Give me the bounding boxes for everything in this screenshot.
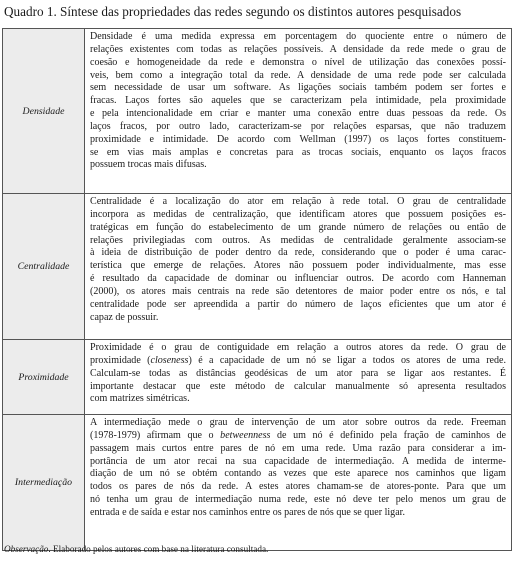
row-text-centralidade bbox=[85, 194, 512, 340]
text-line: (2000), os atores mais centrais na rede são detentores de maior poder entre os nós, e tal bbox=[90, 285, 506, 297]
table-note bbox=[4, 543, 268, 555]
text-line: se em vias mais amplas e concretas para as trocas sociais, enquanto os laços fracos bbox=[90, 146, 506, 158]
text-line: importante destacar que este método de calcular manualmente só apresenta resultados bbox=[90, 380, 506, 392]
text-line: veis, bem como a integração total da rede. A densidade de uma rede pode ser calculada bbox=[90, 69, 506, 81]
text-line: à ideia de distribuição de poder dentro da rede, considerando que o poder é uma carac- bbox=[90, 247, 506, 259]
row-label-intermediacao: Intermediação bbox=[3, 415, 85, 551]
text-line: sem necessidade de usar um software. As ligações sociais também podem ser fortes e bbox=[90, 82, 506, 94]
text-line: A intermediação mede o grau de intervenção de um ator sobre outros da rede. Freeman bbox=[90, 417, 506, 428]
text-line: coesão e homogeneidade da rede e demonstra o nível de utilização das conexões possí- bbox=[90, 56, 506, 68]
row-label-centralidade: Centralidade bbox=[3, 194, 85, 340]
table-row-centralidade bbox=[3, 194, 512, 340]
text-line: Proximidade é o grau de contiguidade em relação a outros atores da rede. O grau de bbox=[90, 342, 506, 353]
text-line: passagem mais curtos entre pares de nó em uma rede. Uma razão para considerar a im- bbox=[90, 442, 506, 454]
table-row-proximidade bbox=[3, 340, 512, 415]
text-line: capaz de possuir. bbox=[90, 311, 159, 323]
text-line: relações privilegiadas com outros. As medidas de centralidade geralmente associam-se bbox=[90, 234, 506, 246]
text-line: relações existentes com todas as relações possíveis. A densidade da rede mede o grau de bbox=[90, 43, 506, 55]
text-line: e pela intencionalidade em criar e manter uma conexão entre duas pessoas da rede. Os bbox=[90, 108, 506, 120]
text-line: centralidade pode ser apreendida a partir do número de laços eficientes que um ator é bbox=[90, 298, 506, 310]
text-line: Centralidade é a localização do ator em relação à rede total. O grau de centralidade bbox=[90, 196, 506, 207]
note-label: Observação bbox=[4, 544, 49, 554]
row-label-proximidade: Proximidade bbox=[3, 340, 85, 415]
text-line: nó tenha um grau de intermediação numa rede, este nó deve ter pelo menos um grau de bbox=[90, 494, 506, 506]
text-line: todos os pares de nós da rede. A estes atores chamam-se de atores-ponte. Para que um bbox=[90, 481, 506, 493]
text-line: Calculam-se todas as distâncias geodésicas de um ator para se ligar aos restantes. É bbox=[90, 367, 506, 379]
text-line: entrada e de saída e estar nos caminhos entre os pares de nós que se quer ligar. bbox=[90, 506, 405, 518]
row-label-densidade: Densidade bbox=[3, 29, 85, 194]
text-line: tratégicas em função do estabelecimento de um grande número de relações ou então de bbox=[90, 221, 506, 233]
table-row-intermediacao bbox=[3, 415, 512, 551]
row-text-intermediacao bbox=[85, 415, 512, 551]
text-line: Densidade é uma medida expressa em porcentagem do quociente entre o número de bbox=[90, 31, 506, 42]
table-row-densidade bbox=[3, 29, 512, 194]
table-caption: Quadro 1. Síntese das propriedades das redes segundo os distintos autores pesquisados bbox=[4, 4, 462, 19]
text-line: laços fracos, por outro lado, caracterizam-se por relações esparsas, que não traduzem bbox=[90, 120, 506, 132]
text-line: é resultado da capacidade de dominar ou influenciar outros. De acordo com Hanneman bbox=[90, 273, 506, 285]
text-line: fracas. Laços fortes são aqueles que se caracterizam pela intimidade, pela proximidade bbox=[90, 95, 506, 107]
text-line: possuem trocas mais difusas. bbox=[90, 159, 207, 171]
text-line: terística que emerge de relações. Atores não possuem poder individualmente, mas esse bbox=[90, 260, 506, 272]
row-text-proximidade bbox=[85, 340, 512, 415]
note-text: . Elaborado pelos autores com base na literatura consultada. bbox=[48, 544, 269, 554]
text-line: portância de um ator recai na sua capacidade de intermediação. A medida de interme- bbox=[90, 455, 506, 467]
properties-table bbox=[2, 28, 512, 551]
text-line: proximidade e intimidade. De acordo com Wellman (1997) os laços fortes constituem- bbox=[90, 133, 506, 145]
row-text-densidade bbox=[85, 29, 512, 194]
text-line: proximidade (closeness) é a capacidade de um nó se ligar a todos os atores de uma rede. bbox=[90, 354, 506, 366]
text-line: diação de um nó se obtém contando as vezes que este aparece nos caminhos que ligam bbox=[90, 468, 506, 480]
text-line: (1978-1979) afirmam que o betweenness de um nó é definido pela fração de caminhos de bbox=[90, 429, 506, 441]
text-line: com matrizes simétricas. bbox=[90, 393, 190, 405]
text-line: incorpora as medidas de centralização, que identificam atores que possuem posições es- bbox=[90, 208, 506, 220]
